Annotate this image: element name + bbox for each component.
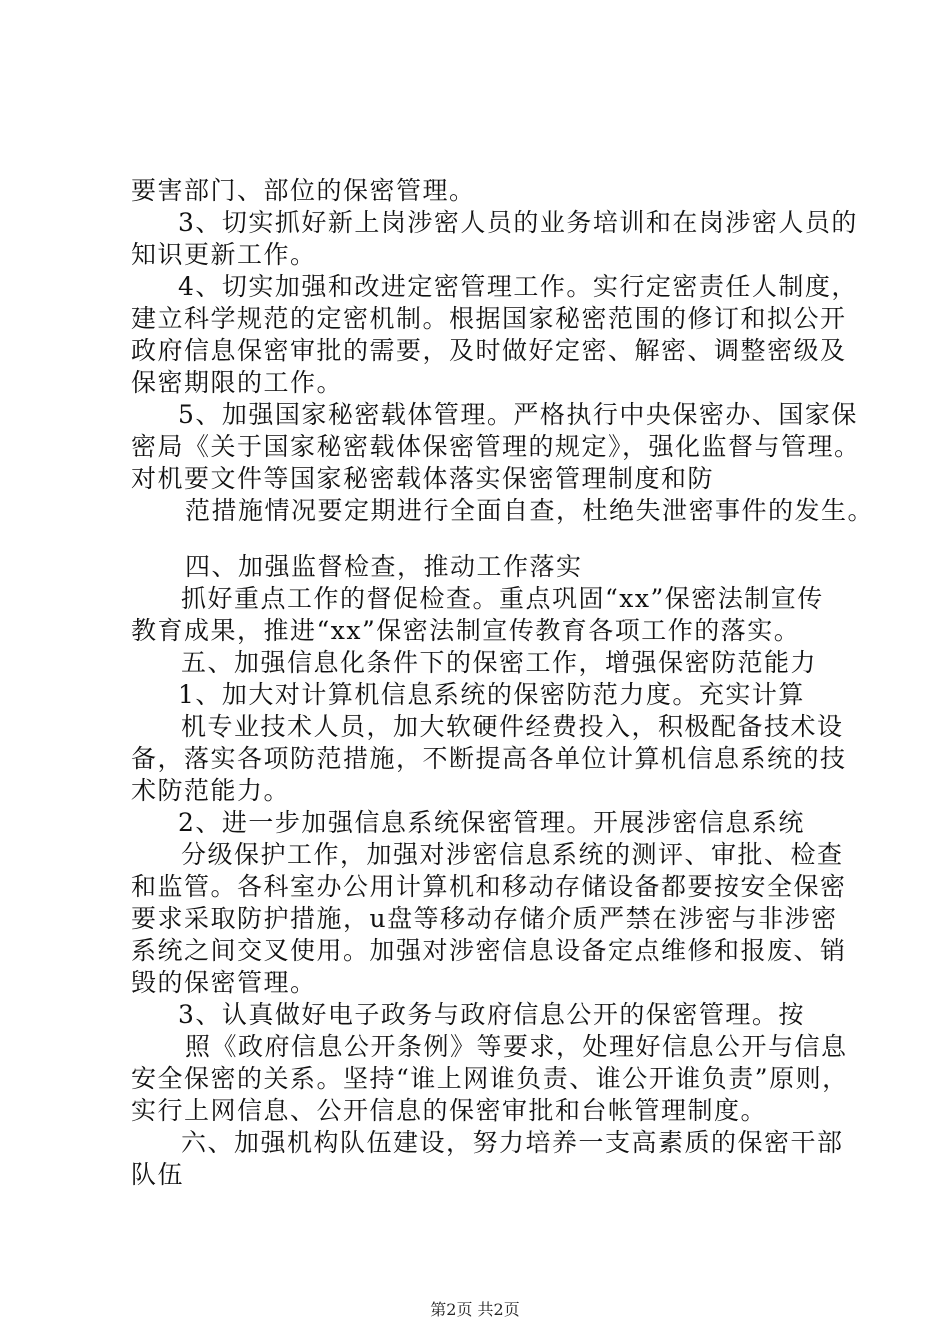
text-line: 安全保密的关系。坚持“谁上网谁负责、谁公开谁负责”原则， <box>131 1064 849 1093</box>
text-line: 对机要文件等国家秘密载体落实保密管理制度和防 <box>131 464 715 493</box>
text-line: 3、切实抓好新上岗涉密人员的业务培训和在岗涉密人员的 <box>178 208 858 237</box>
text-line: 术防范能力。 <box>131 776 291 805</box>
text-line: 毁的保密管理。 <box>131 968 317 997</box>
text-line: 实行上网信息、公开信息的保密审批和台帐管理制度。 <box>131 1096 768 1125</box>
text-line: 1、加大对计算机信息系统的保密防范力度。充实计算 <box>178 680 805 709</box>
text-line: 抓好重点工作的督促检查。重点巩固“xx”保密法制宣传 <box>181 584 824 613</box>
text-line: 3、认真做好电子政务与政府信息公开的保密管理。按 <box>178 1000 805 1029</box>
text-line: 保密期限的工作。 <box>131 368 344 397</box>
section-heading: 五、加强信息化条件下的保密工作，增强保密防范能力 <box>181 648 818 677</box>
text-line: 知识更新工作。 <box>131 240 317 269</box>
text-line: 政府信息保密审批的需要，及时做好定密、解密、调整密级及 <box>131 336 847 365</box>
page-number-footer: 第2页 共2页 <box>430 1300 520 1319</box>
text-line: 2、进一步加强信息系统保密管理。开展涉密信息系统 <box>178 808 805 837</box>
text-line: 队伍 <box>131 1160 185 1189</box>
text-line: 和监管。各科室办公用计算机和移动存储设备都要按安全保密 <box>131 872 847 901</box>
text-line: 要求采取防护措施，u盘等移动存储介质严禁在涉密与非涉密 <box>131 904 838 933</box>
section-heading: 六、加强机构队伍建设，努力培养一支高素质的保密干部 <box>181 1128 844 1157</box>
text-line: 备，落实各项防范措施，不断提高各单位计算机信息系统的技 <box>131 744 847 773</box>
text-line: 分级保护工作，加强对涉密信息系统的测评、审批、检查 <box>181 840 844 869</box>
text-line: 系统之间交叉使用。加强对涉密信息设备定点维修和报废、销 <box>131 936 847 965</box>
section-heading: 四、加强监督检查，推动工作落实 <box>185 552 583 581</box>
text-line: 建立科学规范的定密机制。根据国家秘密范围的修订和拟公开 <box>131 304 847 333</box>
text-line: 机专业技术人员，加大软硬件经费投入，积极配备技术设 <box>181 712 844 741</box>
text-line: 照《政府信息公开条例》等要求，处理好信息公开与信息 <box>185 1032 848 1061</box>
text-line: 要害部门、部位的保密管理。 <box>131 176 476 205</box>
text-line: 教育成果，推进“xx”保密法制宣传教育各项工作的落实。 <box>131 616 801 645</box>
text-line: 范措施情况要定期进行全面自查，杜绝失泄密事件的发生。 <box>185 496 875 525</box>
text-line: 4、切实加强和改进定密管理工作。实行定密责任人制度， <box>178 272 858 301</box>
text-line: 密局《关于国家秘密载体保密管理的规定》，强化监督与管理。 <box>131 432 861 461</box>
text-line: 5、加强国家秘密载体管理。严格执行中央保密办、国家保 <box>178 400 858 429</box>
